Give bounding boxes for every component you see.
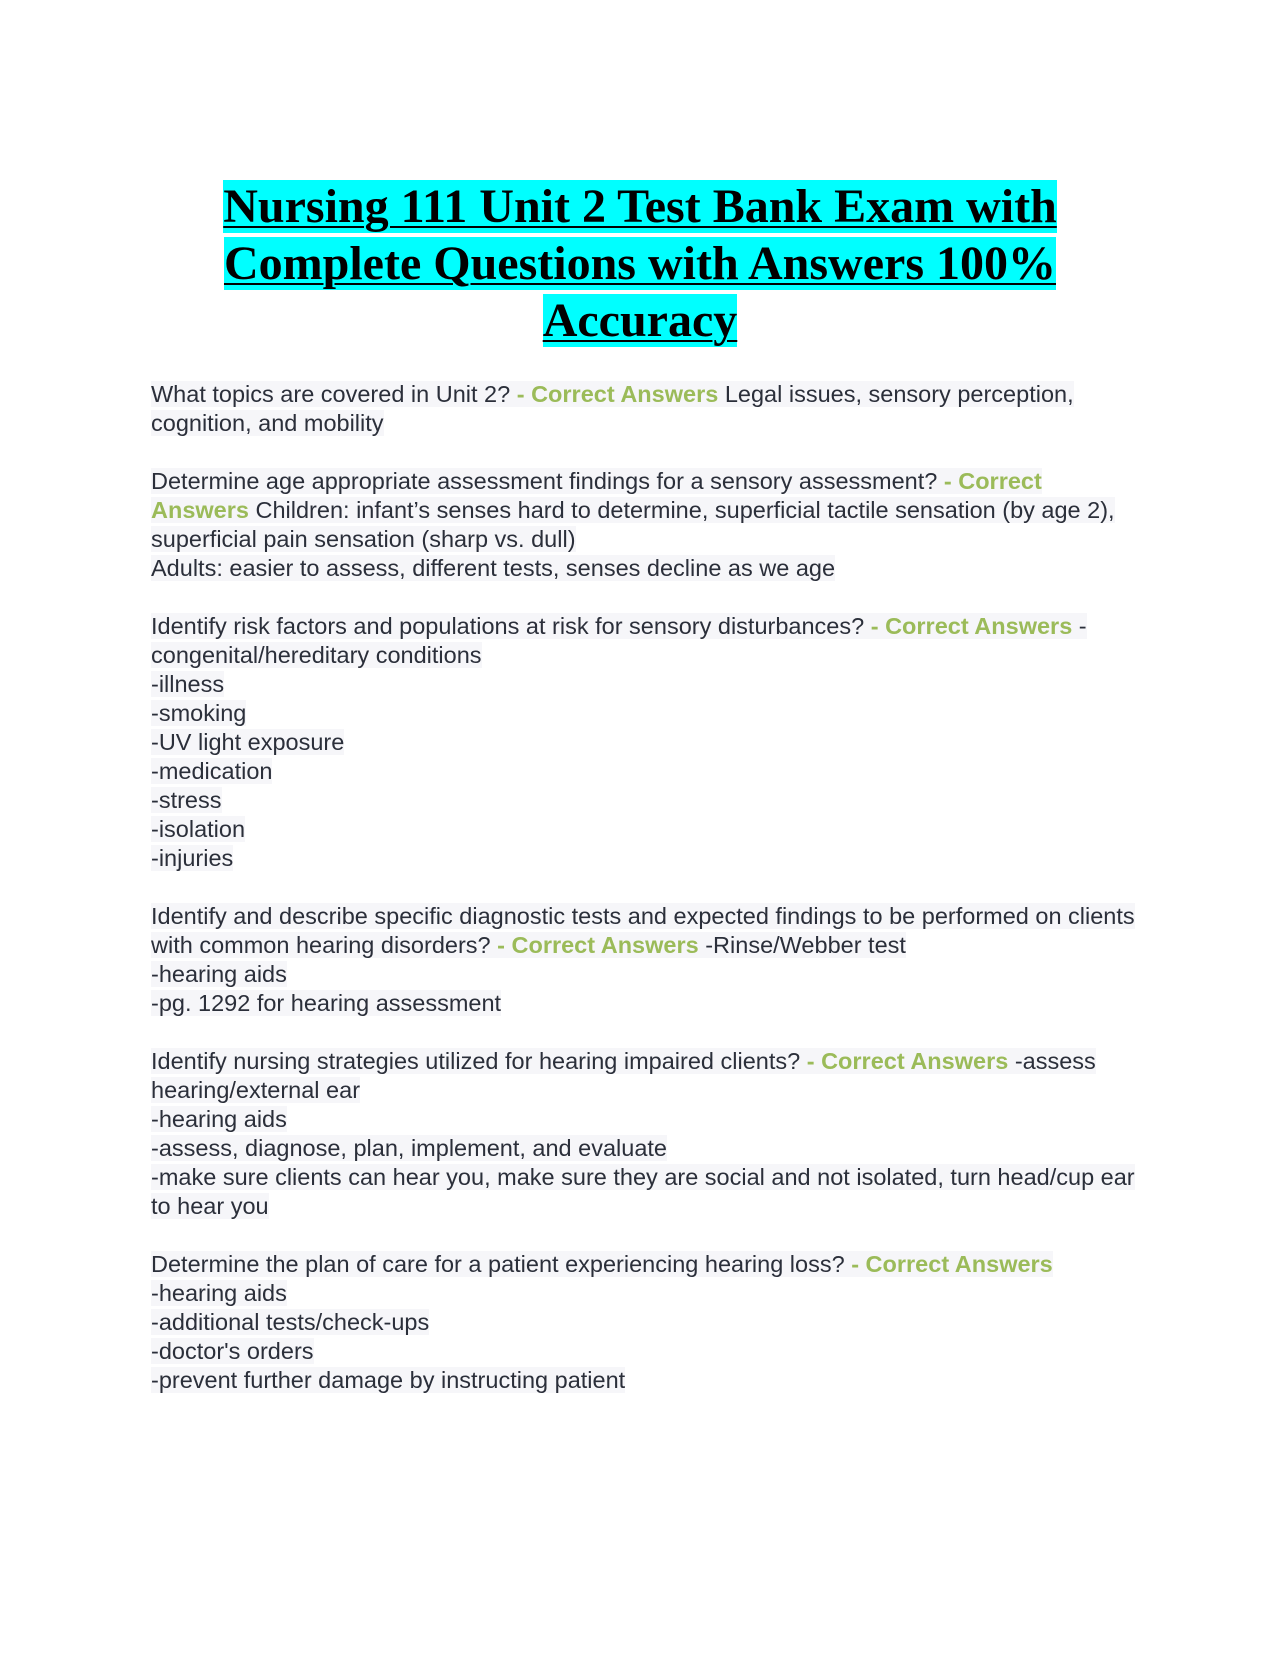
title-line-1: Nursing 111 Unit 2 Test Bank Exam with [223,180,1057,233]
question-text: What topics are covered in Unit 2? [151,381,517,407]
answer-line [151,728,1141,757]
answer-line [151,1279,1141,1308]
title-line-2: Complete Questions with Answers 100% [223,237,1056,290]
answer-line [151,960,1141,989]
correct-answers-marker: - Correct Answers [497,932,699,958]
answer-line-text: -hearing aids [151,961,287,987]
answer-line [151,699,1141,728]
question-text: Identify nursing strategies utilized for hearing impaired clients? [151,1048,807,1074]
answer-line-text: Adults: easier to assess, different tests, senses decline as we age [151,555,836,581]
answer-line [151,670,1141,699]
qa-question-line [151,612,1141,670]
qa-question-line [151,467,1141,554]
answer-line-text: -make sure clients can hear you, make sure they are social and not isolated, turn head/cup ear to hear you [151,1164,1135,1219]
answer-line-text: -stress [151,787,222,813]
question-text: Determine the plan of care for a patient experiencing hearing loss? [151,1251,852,1277]
answer-line [151,815,1141,844]
answer-line [151,1366,1141,1395]
qa-question-line [151,902,1141,960]
qa-item [151,380,1141,438]
correct-answers-marker: - Correct Answers [806,1048,1009,1074]
answer-line-text: -pg. 1292 for hearing assessment [151,990,502,1016]
qa-question-line [151,1250,1141,1279]
answer-line-text: -smoking [151,700,247,726]
qa-item [151,1250,1141,1395]
answer-text: -assess hearing/external ear [151,1048,1096,1103]
answer-line-text: -illness [151,671,225,697]
answer-text: -Rinse/Webber test [698,932,906,958]
answer-text: Children: infant’s senses hard to determine, superficial tactile sensation (by age 2), superficial pain sensation (sharp vs. dull) [151,497,1115,552]
answer-line-text: -assess, diagnose, plan, implement, and evaluate [151,1135,668,1161]
question-text: Determine age appropriate assessment findings for a sensory assessment? [151,468,944,494]
question-text: Identify risk factors and populations at risk for sensory disturbances? [151,613,871,639]
answer-line-text: -isolation [151,816,246,842]
qa-question-line [151,380,1141,438]
qa-item [151,1047,1141,1221]
answer-line [151,1308,1141,1337]
answer-text: -congenital/hereditary conditions [151,613,1087,668]
answer-line [151,786,1141,815]
answer-text: Legal issues, sensory perception, cognition, and mobility [151,381,1074,436]
answer-line [151,1337,1141,1366]
answer-line [151,1163,1141,1221]
answer-line [151,844,1141,873]
answer-line [151,1134,1141,1163]
answer-line [151,757,1141,786]
answer-line-text: -doctor's orders [151,1338,314,1364]
correct-answers-marker: - Correct Answers [870,613,1073,639]
answer-line [151,989,1141,1018]
answer-line-text: -additional tests/check-ups [151,1309,430,1335]
question-text: Identify and describe specific diagnostic tests and expected findings to be performed on clients with common hearing disorders? [151,903,1135,958]
qa-item [151,902,1141,1018]
qa-item [151,467,1141,583]
correct-answers-marker: - Correct Answers [516,381,719,407]
qa-item [151,612,1141,873]
answer-line-text: -UV light exposure [151,729,345,755]
answer-line-text: -injuries [151,845,234,871]
correct-answers-marker: - Correct Answers [851,1251,1053,1277]
answer-line-text: -hearing aids [151,1280,287,1306]
answer-line [151,1105,1141,1134]
answer-line-text: -medication [151,758,273,784]
qa-question-line [151,1047,1141,1105]
document-body [151,380,1141,1424]
answer-line-text: -hearing aids [151,1106,287,1132]
correct-answers-marker: - Correct Answers [151,468,1042,523]
answer-line-text: -prevent further damage by instructing patient [151,1367,626,1393]
answer-line [151,554,1141,583]
document-title [150,178,1130,349]
title-line-3: Accuracy [542,294,738,347]
